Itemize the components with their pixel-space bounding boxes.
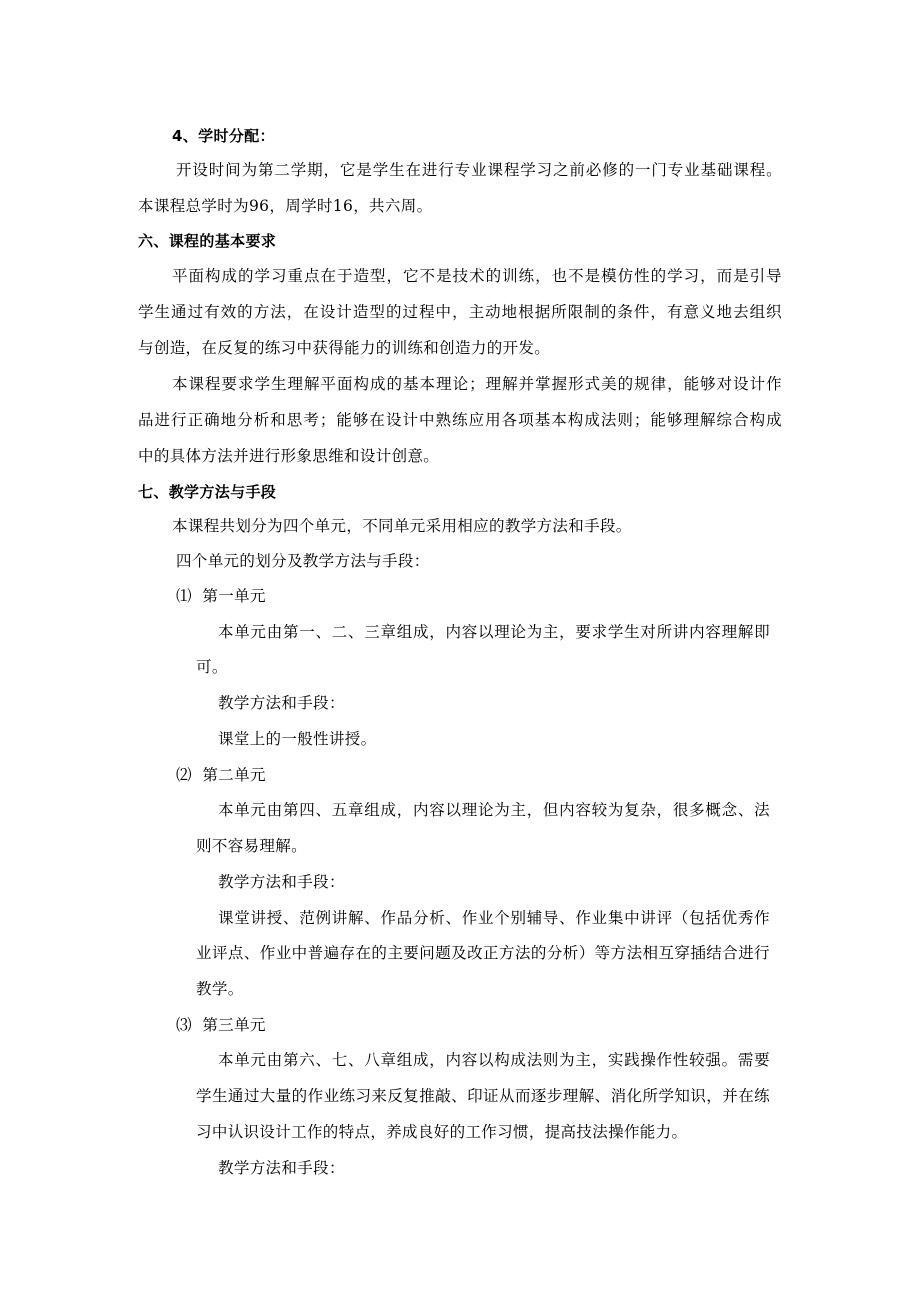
section-7-intro-2: 四个单元的划分及教学方法与手段： — [176, 552, 430, 570]
unit-2-desc-line-2: 则不容易理解。 — [196, 837, 307, 855]
unit-1-method-line-1: 课堂上的一般性讲授。 — [218, 730, 377, 748]
section-7-heading: 七、教学方法与手段 — [138, 483, 277, 501]
section-4-para-line-2: 本课程总学时为96，周学时16，共六周。 — [138, 197, 433, 215]
unit-2-method-line-3: 教学。 — [196, 980, 244, 998]
unit-2-title: ⑵ 第二单元 — [176, 766, 266, 784]
unit-3-title: ⑶ 第三单元 — [176, 1016, 266, 1034]
unit-1-desc-line-1: 本单元由第一、二、三章组成，内容以理论为主，要求学生对所讲内容理解即 — [218, 623, 770, 641]
unit-1-title: ⑴ 第一单元 — [176, 587, 266, 605]
unit-3-desc-line-3: 习中认识设计工作的特点，养成良好的工作习惯，提高技法操作能力。 — [196, 1123, 688, 1141]
section-6-para2-line-3: 中的具体方法并进行形象思维和设计创意。 — [138, 447, 440, 465]
unit-2-method-label: 教学方法和手段： — [218, 873, 345, 891]
unit-2-method-line-1: 课堂讲授、范例讲解、作品分析、作业个别辅导、作业集中讲评（包括优秀作 — [218, 909, 770, 927]
section-6-para2-line-1: 本课程要求学生理解平面构成的基本理论；理解并掌握形式美的规律，能够对设计作 — [172, 375, 782, 393]
section-7-intro-1: 本课程共划分为四个单元，不同单元采用相应的教学方法和手段。 — [172, 517, 632, 535]
unit-1-desc-line-2: 可。 — [196, 658, 228, 676]
unit-2-method-line-2: 业评点、作业中普遍存在的主要问题及改正方法的分析）等方法相互穿插结合进行 — [196, 944, 770, 962]
section-6-heading: 六、课程的基本要求 — [138, 232, 277, 250]
unit-3-method-label: 教学方法和手段： — [218, 1159, 345, 1177]
section-4-para-line-1: 开设时间为第二学期，它是学生在进行专业课程学习之前必修的一门专业基础课程。 — [176, 161, 782, 179]
section-6-para1-line-1: 平面构成的学习重点在于造型，它不是技术的训练，也不是模仿性的学习，而是引导 — [172, 267, 782, 285]
section-4-heading: 4、学时分配： — [172, 127, 275, 145]
section-6-para2-line-2: 品进行正确地分析和思考；能够在设计中熟练应用各项基本构成法则；能够理解综合构成 — [138, 411, 782, 429]
unit-3-desc-line-2: 学生通过大量的作业练习来反复推敲、印证从而逐步理解、消化所学知识，并在练 — [196, 1087, 770, 1105]
unit-3-desc-line-1: 本单元由第六、七、八章组成，内容以构成法则为主，实践操作性较强。需要 — [218, 1051, 770, 1069]
unit-1-method-label: 教学方法和手段： — [218, 694, 345, 712]
section-6-para1-line-2: 学生通过有效的方法，在设计造型的过程中，主动地根据所限制的条件，有意义地去组织 — [138, 303, 782, 321]
section-6-para1-line-3: 与创造，在反复的练习中获得能力的训练和创造力的开发。 — [138, 339, 551, 357]
unit-2-desc-line-1: 本单元由第四、五章组成，内容以理论为主，但内容较为复杂，很多概念、法 — [218, 801, 770, 819]
